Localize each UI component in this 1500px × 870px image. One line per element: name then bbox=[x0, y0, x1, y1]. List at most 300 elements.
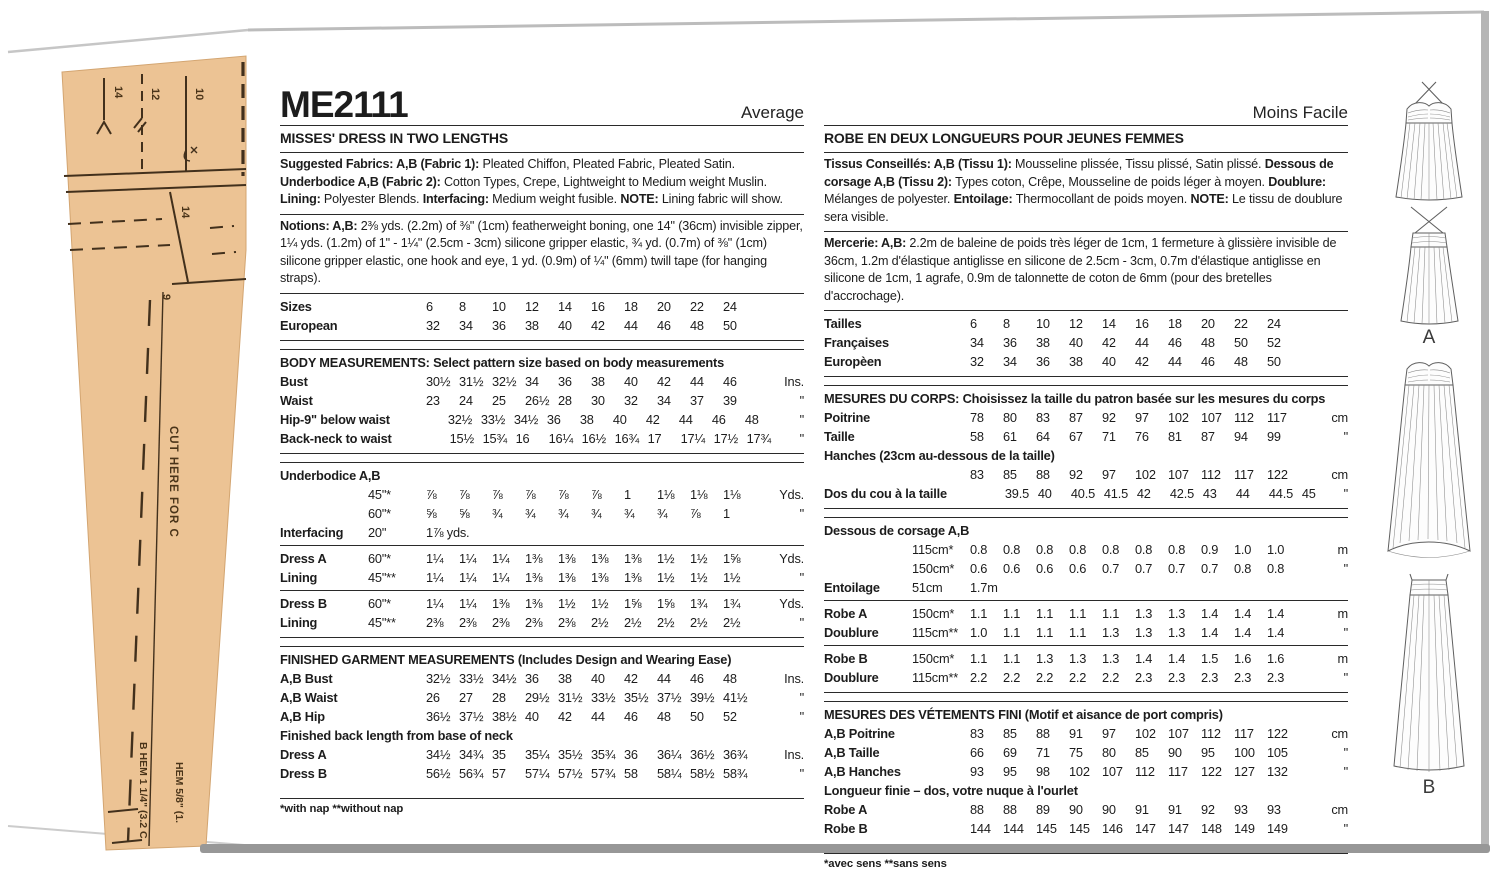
nap-footnote-fr: *avec sens **sans sens bbox=[824, 853, 1348, 870]
value-cell: 0.8 bbox=[1102, 542, 1120, 557]
table-row bbox=[824, 540, 1348, 559]
fabric-width-cell bbox=[912, 314, 970, 333]
value-cell: 0.6 bbox=[1003, 561, 1021, 576]
value-cell: 0.6 bbox=[1069, 561, 1087, 576]
value-cell: 50 bbox=[1234, 335, 1248, 350]
value-cell: 1½ bbox=[591, 595, 609, 611]
value-cell: 1¾ bbox=[690, 595, 708, 611]
value-cell: 2½ bbox=[690, 614, 708, 630]
value-cell: 36 bbox=[492, 317, 506, 333]
value-cell: 1⅜ bbox=[591, 550, 609, 566]
value-cell: 35½ bbox=[624, 689, 649, 705]
unit-cell: cm bbox=[1331, 467, 1348, 482]
value-cell: 34 bbox=[657, 392, 671, 408]
row-label bbox=[824, 559, 912, 578]
fabric-width-cell bbox=[368, 316, 426, 335]
instruction-sheet bbox=[248, 12, 1484, 870]
value-cell: 76 bbox=[1135, 429, 1149, 444]
value-cell: ⅞ bbox=[426, 486, 437, 502]
row-label: Lining bbox=[280, 569, 318, 585]
value-cell: 71 bbox=[1036, 745, 1050, 760]
value-cell: 46 bbox=[1168, 335, 1182, 350]
fabric-width-cell bbox=[912, 724, 970, 743]
value-cell: 33½ bbox=[591, 689, 616, 705]
value-cell: 32½ bbox=[492, 373, 517, 389]
value-cell: ¾ bbox=[591, 505, 602, 521]
value-cell: ⅞ bbox=[690, 505, 701, 521]
value-cell: 36¼ bbox=[657, 746, 682, 762]
row-label: A,B Taille bbox=[824, 745, 880, 760]
value-cell: 122 bbox=[1267, 726, 1288, 741]
value-cell: 87 bbox=[1201, 429, 1215, 444]
value-cell: 46 bbox=[690, 670, 704, 686]
text-run: Thermocollant de poids moyen. bbox=[1015, 192, 1191, 206]
fabric-width-cell bbox=[368, 391, 426, 410]
fabric-width-cell: 51cm bbox=[912, 580, 943, 595]
value-cell: 50 bbox=[723, 317, 737, 333]
value-cell: 1½ bbox=[723, 569, 741, 585]
value-cell: 1.3 bbox=[1036, 651, 1054, 666]
value-cell: 16¾ bbox=[614, 430, 639, 446]
fabric-width-cell bbox=[912, 333, 970, 352]
table-row bbox=[280, 549, 804, 568]
fabric-width-cell bbox=[368, 764, 426, 783]
value-cell: 1.3 bbox=[1168, 606, 1186, 621]
value-cell: 97 bbox=[1102, 726, 1116, 741]
value-cell: 85 bbox=[1135, 745, 1149, 760]
value-cell: 67 bbox=[1069, 429, 1083, 444]
value-cell: 1¼ bbox=[459, 550, 477, 566]
value-cell: 148 bbox=[1201, 821, 1222, 836]
value-cell: 1.3 bbox=[1168, 625, 1186, 640]
value-cell: 36 bbox=[624, 746, 638, 762]
table-row bbox=[280, 485, 804, 504]
value-cell: 2½ bbox=[591, 614, 609, 630]
value-cell: 1½ bbox=[690, 550, 708, 566]
tailles-table-fr bbox=[824, 311, 1348, 377]
value-cell: 40 bbox=[1037, 486, 1052, 501]
value-cell: 1.1 bbox=[1003, 606, 1021, 621]
french-title-section bbox=[824, 126, 1348, 153]
table-row bbox=[280, 410, 804, 429]
value-cell: 117 bbox=[1267, 410, 1287, 425]
value-cell: 34½ bbox=[426, 746, 451, 762]
value-cell: 25 bbox=[492, 392, 506, 408]
value-cell: 35¾ bbox=[591, 746, 616, 762]
fabric-width-cell bbox=[912, 819, 970, 838]
value-cell: 83 bbox=[1036, 410, 1050, 425]
text-run: NOTE: bbox=[620, 192, 662, 206]
unit-cell bbox=[1300, 352, 1348, 371]
fabric-width-cell: 150cm* bbox=[912, 561, 955, 576]
value-cell: 35½ bbox=[558, 746, 583, 762]
unit-cell: cm bbox=[1331, 410, 1348, 425]
value-cell: 34 bbox=[525, 373, 539, 389]
value-cell: 1.0 bbox=[1234, 542, 1252, 557]
value-cell: 2½ bbox=[624, 614, 642, 630]
row-label: Bust bbox=[280, 373, 308, 389]
text-run: Dessous de corsage A,B (Tissu 2): bbox=[824, 157, 1334, 189]
unit-cell: Ins. bbox=[784, 670, 804, 686]
mesures-du-corps-table bbox=[824, 385, 1348, 509]
view-a-label: A bbox=[1422, 327, 1436, 348]
value-cell: ¾ bbox=[525, 505, 536, 521]
row-label: Dos du cou à la taille bbox=[824, 486, 947, 501]
table-row bbox=[824, 484, 1348, 503]
yardage-table-en bbox=[280, 462, 804, 638]
fabric-width-cell bbox=[912, 465, 970, 484]
value-cell: 36 bbox=[1036, 354, 1050, 369]
row-label: Tailles bbox=[824, 316, 862, 331]
value-cell: 15¾ bbox=[482, 430, 507, 446]
french-header-section bbox=[824, 78, 1348, 126]
fabric-width-cell bbox=[392, 429, 450, 448]
value-cell: 2⅜ bbox=[492, 614, 510, 630]
value-cell: 40 bbox=[612, 411, 627, 427]
value-cell: ⅞ bbox=[591, 486, 602, 502]
value-cell: 34 bbox=[459, 317, 473, 333]
unit-cell bbox=[756, 316, 804, 335]
value-cell: 38 bbox=[1036, 335, 1050, 350]
value-cell: 2.3 bbox=[1168, 670, 1186, 685]
value-cell: 20 bbox=[657, 298, 671, 314]
value-cell: 35¼ bbox=[525, 746, 550, 762]
view-a-back-illustration bbox=[1387, 204, 1471, 326]
value-cell: 30½ bbox=[426, 373, 451, 389]
value-cell: 132 bbox=[1267, 764, 1288, 779]
difficulty-rating-fr: Moins Facile bbox=[1252, 103, 1348, 122]
value-cell: 145 bbox=[1036, 821, 1057, 836]
value-cell: 37½ bbox=[459, 708, 484, 724]
unit-cell: " bbox=[1343, 745, 1348, 760]
value-cell: 1.1 bbox=[1069, 625, 1087, 640]
table-row bbox=[824, 578, 1348, 597]
span-value-cell: 1⅞ yds. bbox=[426, 524, 470, 540]
row-label: Robe A bbox=[824, 606, 868, 621]
table-row bbox=[824, 623, 1348, 642]
unit-cell bbox=[1300, 314, 1348, 333]
unit-cell: " bbox=[1343, 561, 1348, 576]
unit-cell: m bbox=[1337, 542, 1348, 557]
value-cell: 1.1 bbox=[1036, 625, 1054, 640]
value-cell: 0.8 bbox=[1003, 542, 1021, 557]
fabric-width-cell: 115cm* bbox=[912, 542, 954, 557]
value-cell: 83 bbox=[970, 726, 984, 741]
value-cell: 97 bbox=[1135, 410, 1149, 425]
value-cell: 0.7 bbox=[1201, 561, 1219, 576]
value-cell: 1.4 bbox=[1135, 651, 1153, 666]
value-cell: 44 bbox=[678, 411, 693, 427]
value-cell: 2⅜ bbox=[426, 614, 444, 630]
table-row bbox=[280, 745, 804, 764]
value-cell: 145 bbox=[1069, 821, 1090, 836]
view-a-front-illustration bbox=[1384, 78, 1474, 204]
text-run: Interfacing: bbox=[422, 192, 493, 206]
value-cell: 1½ bbox=[558, 595, 576, 611]
fabric-width-cell: 60"* bbox=[368, 505, 391, 521]
table-heading: MESURES DES VÉTEMENTS FINI (Motif et aisance de port compris) bbox=[824, 707, 1223, 722]
value-cell: 32 bbox=[970, 354, 984, 369]
value-cell: ¾ bbox=[657, 505, 668, 521]
table-rule bbox=[280, 545, 804, 546]
tissue-cut-here-text: CUT HERE FOR C bbox=[167, 426, 179, 538]
value-cell: 44 bbox=[690, 373, 704, 389]
fabric-width-cell bbox=[912, 762, 970, 781]
row-label: Entoilage bbox=[824, 580, 880, 595]
value-cell: 112 bbox=[1201, 726, 1221, 741]
value-cell: 33½ bbox=[459, 670, 484, 686]
table-row bbox=[824, 668, 1348, 687]
text-run: Le tissu de doublure sera visible. bbox=[824, 192, 1343, 224]
text-run: Lining: bbox=[280, 192, 324, 206]
value-cell: 38 bbox=[579, 411, 594, 427]
value-cell: 30 bbox=[591, 392, 605, 408]
value-cell: 92 bbox=[1201, 802, 1215, 817]
view-b-front-illustration bbox=[1381, 352, 1477, 568]
value-cell: 0.8 bbox=[1036, 542, 1054, 557]
value-cell: 2½ bbox=[657, 614, 675, 630]
table-rule bbox=[824, 645, 1348, 646]
unit-cell bbox=[756, 297, 804, 316]
value-cell: 78 bbox=[970, 410, 984, 425]
value-cell: 2½ bbox=[723, 614, 741, 630]
value-cell: 48 bbox=[1201, 335, 1215, 350]
value-cell: 1.3 bbox=[1135, 606, 1153, 621]
fabric-width-cell bbox=[912, 427, 970, 446]
value-cell: 147 bbox=[1168, 821, 1189, 836]
text-run: Mercerie: A,B: bbox=[824, 236, 910, 250]
value-cell: 32 bbox=[624, 392, 638, 408]
table-heading: Hanches (23cm au-dessous de la taille) bbox=[824, 448, 1055, 463]
value-cell: 92 bbox=[1102, 410, 1116, 425]
unit-cell: Ins. bbox=[784, 373, 804, 389]
value-cell: 42 bbox=[645, 411, 660, 427]
unit-cell: " bbox=[799, 505, 804, 521]
value-cell: 40 bbox=[591, 670, 605, 686]
value-cell: 41.5 bbox=[1103, 486, 1128, 501]
value-cell: 112 bbox=[1234, 410, 1254, 425]
value-cell: 58½ bbox=[690, 765, 715, 781]
value-cell: 1 bbox=[723, 505, 730, 521]
value-cell: 34 bbox=[970, 335, 984, 350]
value-cell: 58 bbox=[970, 429, 984, 444]
value-cell: 36¾ bbox=[723, 746, 748, 762]
value-cell: 93 bbox=[1234, 802, 1248, 817]
value-cell: 0.7 bbox=[1168, 561, 1186, 576]
value-cell: 2.3 bbox=[1234, 670, 1252, 685]
value-cell: 107 bbox=[1201, 410, 1222, 425]
mercerie-paragraph bbox=[824, 232, 1348, 311]
value-cell: 88 bbox=[1036, 726, 1050, 741]
fabric-width-cell bbox=[912, 408, 970, 427]
value-cell: 93 bbox=[970, 764, 984, 779]
unit-cell: " bbox=[799, 430, 804, 446]
value-cell: 40 bbox=[624, 373, 638, 389]
table-row bbox=[824, 352, 1348, 371]
value-cell: 17¼ bbox=[680, 430, 705, 446]
value-cell: 1.1 bbox=[1036, 606, 1054, 621]
value-cell: 42 bbox=[1135, 354, 1149, 369]
value-cell: 42 bbox=[657, 373, 671, 389]
value-cell: 26 bbox=[426, 689, 440, 705]
table-row bbox=[280, 594, 804, 613]
table-row bbox=[824, 762, 1348, 781]
text-run: Notions: A,B: bbox=[280, 218, 361, 233]
value-cell: 1½ bbox=[657, 569, 675, 585]
table-heading: Finished back length from base of neck bbox=[280, 727, 513, 743]
row-label: European bbox=[280, 317, 338, 333]
value-cell: 100 bbox=[1234, 745, 1255, 760]
value-cell: 92 bbox=[1069, 467, 1083, 482]
table-row bbox=[824, 559, 1348, 578]
tissue-size-label-14: 14 bbox=[112, 86, 124, 99]
value-cell: 1.1 bbox=[970, 606, 988, 621]
value-cell: 1.4 bbox=[1201, 625, 1219, 640]
text-run: Lining fabric will show. bbox=[661, 192, 783, 206]
table-row bbox=[824, 465, 1348, 484]
unit-cell: " bbox=[799, 569, 804, 585]
value-cell: 38 bbox=[1069, 354, 1083, 369]
row-label: Doublure bbox=[824, 670, 879, 685]
value-cell: 42 bbox=[1102, 335, 1116, 350]
view-b-label: B bbox=[1422, 777, 1436, 798]
value-cell: 1¼ bbox=[459, 595, 477, 611]
value-cell: 71 bbox=[1102, 429, 1116, 444]
value-cell: ¾ bbox=[624, 505, 635, 521]
text-run: Tissus Conseillés: A,B (Tissu 1): bbox=[824, 157, 1016, 171]
value-cell: 98 bbox=[1036, 764, 1050, 779]
value-cell: 39 bbox=[723, 392, 737, 408]
value-cell: 1¼ bbox=[492, 550, 510, 566]
table-heading: Dessous de corsage A,B bbox=[824, 523, 970, 538]
text-run: Polyester Blends. bbox=[323, 192, 423, 206]
value-cell: 1.6 bbox=[1267, 651, 1285, 666]
value-cell: 2.2 bbox=[1003, 670, 1021, 685]
value-cell: 17¾ bbox=[746, 430, 771, 446]
value-cell: 88 bbox=[970, 802, 984, 817]
table-row bbox=[824, 743, 1348, 762]
value-cell: 147 bbox=[1135, 821, 1156, 836]
row-label: Robe B bbox=[824, 651, 868, 666]
text-run: Entoilage: bbox=[953, 192, 1016, 206]
unit-cell: Ins. bbox=[784, 746, 804, 762]
value-cell: 1 bbox=[624, 486, 631, 502]
table-row bbox=[824, 604, 1348, 623]
value-cell: 38 bbox=[558, 670, 572, 686]
value-cell: 42 bbox=[591, 317, 605, 333]
value-cell: 0.8 bbox=[1267, 561, 1285, 576]
value-cell: 146 bbox=[1102, 821, 1123, 836]
value-cell: 34 bbox=[1003, 354, 1017, 369]
text-run: 2.2m de baleine de poids très léger de 1cm, 1 fermeture à glissière invisible de 36cm, 1.2m d'élastique antiglisse en silicone de 2.5cm - 3cm, 0.7m d'élastique antiglisse en silicone de 1cm, 1 agrafe, 0.9m de talonnette de coton de 6mm (pour des bretelles d'accrochage). bbox=[824, 236, 1337, 303]
value-cell: 40 bbox=[1069, 335, 1083, 350]
value-cell: 69 bbox=[1003, 745, 1017, 760]
row-label: Robe A bbox=[824, 802, 868, 817]
value-cell: 1¼ bbox=[426, 569, 444, 585]
value-cell: 43 bbox=[1202, 486, 1217, 501]
table-row bbox=[280, 391, 804, 410]
text-run: 2⅜ yds. (2.2m) of ⅜" (1cm) featherweight boning, one 14" (36cm) invisible zipper, 1¼ yds. (1.2m) of 1" - 1¼" (2.5cm - 3cm) silicone gripper elastic, ¾ yd. (0.7m) of ⅜" (1cm) silicone gripper elastic, one hook and eye, 1 yd. (0.9m) of ¼" (6mm) twill tape (for hanging straps). bbox=[280, 218, 803, 285]
value-cell: 1.0 bbox=[970, 625, 988, 640]
fabric-width-cell: 115cm** bbox=[912, 670, 959, 685]
value-cell: 1⅜ bbox=[525, 550, 543, 566]
value-cell: 48 bbox=[1234, 354, 1248, 369]
value-cell: 1½ bbox=[690, 569, 708, 585]
tissue-hem-text: HEM 5/8" (1. bbox=[173, 762, 185, 823]
value-cell: 39½ bbox=[690, 689, 715, 705]
value-cell: 6 bbox=[426, 298, 433, 314]
value-cell: 32½ bbox=[426, 670, 451, 686]
row-label: Europèen bbox=[824, 354, 882, 369]
value-cell: 0.7 bbox=[1102, 561, 1120, 576]
fabric-width-cell: 60"* bbox=[368, 550, 391, 566]
value-cell: 36½ bbox=[426, 708, 451, 724]
value-cell: 93 bbox=[1267, 802, 1281, 817]
row-label bbox=[824, 465, 912, 484]
value-cell: 40 bbox=[558, 317, 572, 333]
pattern-number: ME2111 bbox=[280, 84, 408, 125]
fabric-width-cell: 45"** bbox=[368, 614, 396, 630]
table-row bbox=[824, 649, 1348, 668]
value-cell: 27 bbox=[459, 689, 473, 705]
garment-title-en: MISSES' DRESS IN TWO LENGTHS bbox=[280, 130, 508, 146]
value-cell: 1⅛ bbox=[657, 486, 675, 502]
value-cell: 48 bbox=[657, 708, 671, 724]
value-cell: 52 bbox=[1267, 335, 1281, 350]
value-cell: 1.3 bbox=[1069, 651, 1087, 666]
value-cell: 90 bbox=[1102, 802, 1116, 817]
value-cell: 1⅛ bbox=[690, 486, 708, 502]
value-cell: 40 bbox=[525, 708, 539, 724]
value-cell: 15½ bbox=[449, 430, 474, 446]
value-cell: 56¾ bbox=[459, 765, 484, 781]
value-cell: 48 bbox=[723, 670, 737, 686]
value-cell: 102 bbox=[1135, 467, 1156, 482]
fabric-width-cell bbox=[912, 743, 970, 762]
view-b-back-illustration bbox=[1385, 568, 1473, 776]
value-cell: 0.9 bbox=[1201, 542, 1219, 557]
value-cell: 107 bbox=[1102, 764, 1123, 779]
table-row bbox=[280, 316, 804, 335]
unit-cell: " bbox=[799, 765, 804, 781]
value-cell: 61 bbox=[1003, 429, 1017, 444]
value-cell: ⅝ bbox=[459, 505, 470, 521]
fabric-width-cell: 20" bbox=[368, 524, 387, 540]
value-cell: 1.1 bbox=[1069, 606, 1087, 621]
text-run: NOTE: bbox=[1190, 192, 1232, 206]
value-cell: 1.4 bbox=[1267, 625, 1285, 640]
value-cell: 1⅜ bbox=[624, 569, 642, 585]
table-row bbox=[280, 568, 804, 587]
table-row bbox=[280, 523, 804, 542]
row-label: Dress B bbox=[280, 765, 327, 781]
fabric-width-cell bbox=[947, 484, 1005, 503]
value-cell: 2⅜ bbox=[558, 614, 576, 630]
value-cell: 94 bbox=[1234, 429, 1248, 444]
value-cell: 91 bbox=[1069, 726, 1083, 741]
table-row bbox=[824, 427, 1348, 446]
table-row bbox=[280, 688, 804, 707]
value-cell: 58¼ bbox=[657, 765, 682, 781]
table-row bbox=[280, 504, 804, 523]
unit-cell: m bbox=[1337, 651, 1348, 666]
value-cell: 105 bbox=[1267, 745, 1288, 760]
value-cell: 117 bbox=[1234, 467, 1254, 482]
english-header-section bbox=[280, 78, 804, 126]
table-row bbox=[280, 764, 804, 783]
text-run: Pleated Chiffon, Pleated Fabric, Pleated Satin. bbox=[482, 157, 735, 171]
value-cell: 1.6 bbox=[1234, 651, 1252, 666]
